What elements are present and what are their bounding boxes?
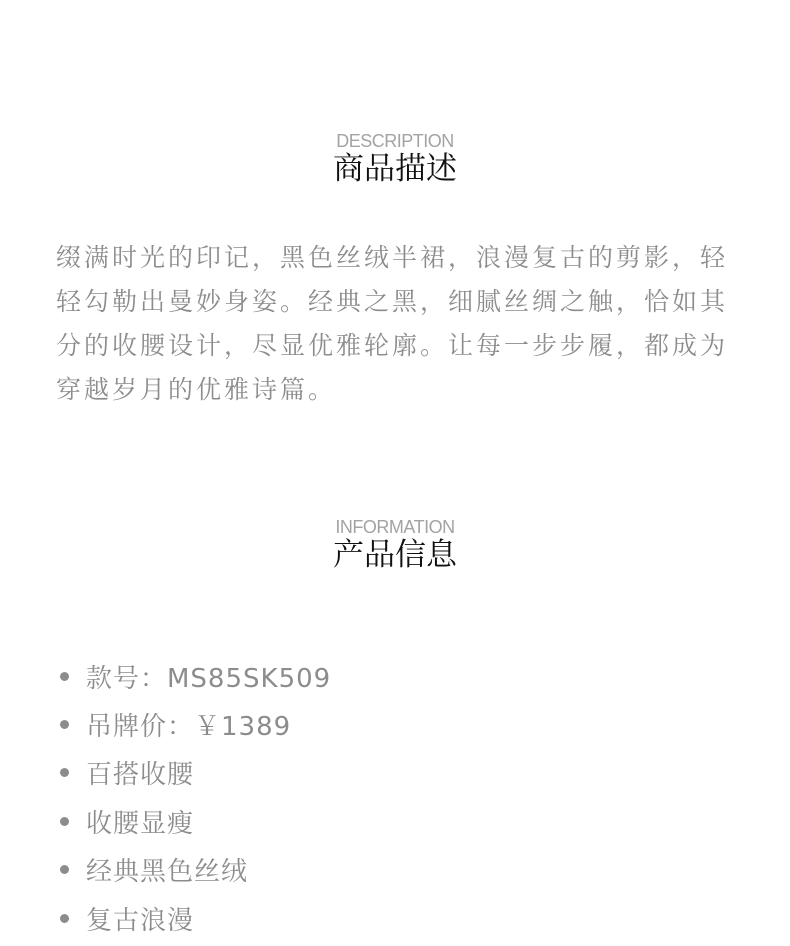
info-item-text: 经典黑色丝绒 xyxy=(86,857,249,888)
information-section-header xyxy=(0,517,790,573)
bullet-dot-icon xyxy=(60,817,69,826)
info-item-feature xyxy=(60,797,331,845)
info-item-text: 款号：MS85SK509 xyxy=(86,663,332,694)
info-item-feature xyxy=(60,894,331,942)
info-item-feature xyxy=(60,749,331,797)
info-item-text: 吊牌价：￥1389 xyxy=(86,712,292,743)
bullet-dot-icon xyxy=(60,865,69,874)
information-title: 产品信息 xyxy=(333,537,457,573)
info-item-text: 收腰显瘦 xyxy=(86,808,195,839)
info-item-text: 复古浪漫 xyxy=(86,905,195,936)
product-info-list xyxy=(60,652,331,942)
description-title: 商品描述 xyxy=(333,151,457,187)
info-item-text: 百搭收腰 xyxy=(86,760,195,791)
bullet-dot-icon xyxy=(60,914,69,923)
description-eyebrow: DESCRIPTION xyxy=(336,131,454,151)
bullet-dot-icon xyxy=(60,672,69,681)
bullet-dot-icon xyxy=(60,768,69,777)
description-section-header xyxy=(0,131,790,187)
info-item-feature xyxy=(60,846,331,894)
bullet-dot-icon xyxy=(60,720,69,729)
product-description-text: 缀满时光的印记，黑色丝绒半裙，浪漫复古的剪影，轻轻勾勒出曼妙身姿。经典之黑，细腻丝绸之触，恰如其分的收腰设计，尽显优雅轮廓。让每一步步履，都成为穿越岁月的优雅诗篇。 xyxy=(56,243,729,404)
information-eyebrow: INFORMATION xyxy=(335,517,455,537)
info-item-style-number xyxy=(60,652,331,700)
info-item-tag-price xyxy=(60,700,331,748)
